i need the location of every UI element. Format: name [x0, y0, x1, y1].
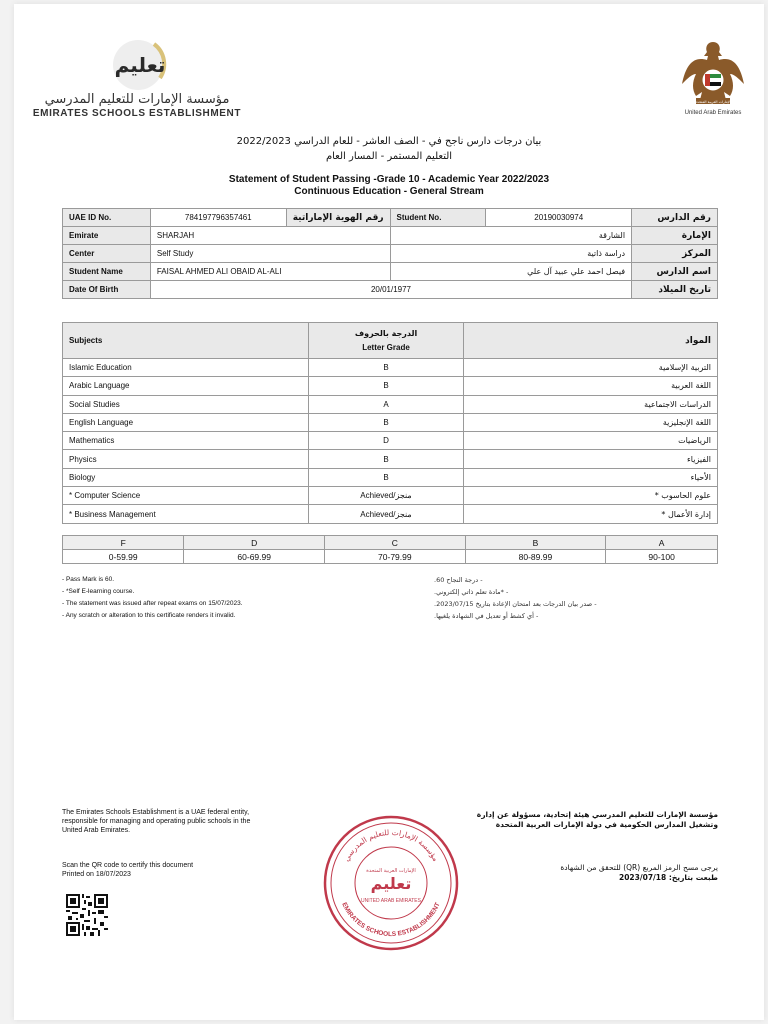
uae-id-label: UAE ID No. [63, 209, 151, 227]
emirate-row [63, 227, 718, 245]
center-row [63, 245, 718, 263]
subject-grade: A [308, 395, 464, 413]
subject-grade: Achieved/منجز [308, 505, 464, 523]
subject-grade: Achieved/منجز [308, 487, 464, 505]
dob-label-ar: تاريخ الميلاد [632, 281, 718, 299]
note-en: - The statement was issued after repeat exams on 15/07/2023. [62, 600, 243, 607]
uae-id-value: 784197796357461 [150, 209, 286, 227]
title-en-line2: Continuous Education - General Stream [294, 186, 484, 197]
table-row [63, 432, 718, 450]
table-row [63, 395, 718, 413]
dob-label: Date Of Birth [63, 281, 151, 299]
uae-id-label-ar: رقم الهوية الإماراتية [286, 209, 390, 227]
stamp-uae-en: UNITED ARAB EMIRATES [361, 898, 421, 904]
notes-ar [434, 574, 718, 622]
qr-code-icon[interactable] [66, 894, 108, 936]
emirate-value-ar: الشارقة [390, 227, 632, 245]
scale-letter: D [184, 536, 325, 550]
footer-ar-line: وتشغيل المدارس الحكومية في دولة الإمارات العربية المتحدة [495, 820, 718, 829]
subject-ar: اللغة الإنجليزية [464, 413, 718, 431]
scale-range: 80-89.99 [465, 550, 606, 564]
notes-en [62, 574, 382, 622]
ese-logo-mark [110, 38, 172, 92]
table-row [63, 468, 718, 486]
note-en: - Any scratch or alteration to this certificate renders it invalid. [62, 612, 236, 619]
stamp-arc-en: EMIRATES SCHOOLS ESTABLISHMENT [340, 901, 442, 939]
stamp-uae-ar: الإمارات العربية المتحدة [366, 868, 416, 874]
center-label: Center [63, 245, 151, 263]
title-ar-line2: التعليم المستمر - المسار العام [325, 151, 453, 162]
grade-scale-letters [63, 536, 718, 550]
ese-logo [32, 32, 242, 122]
subject-grade: D [308, 432, 464, 450]
scale-range: 90-100 [606, 550, 718, 564]
subject-en: Physics [63, 450, 309, 468]
note-ar: - صدر بيان الدرجات بعد امتحان الإعادة بتاريخ 2023/07/15. [434, 600, 597, 608]
table-row [63, 413, 718, 431]
grade-scale-table [62, 535, 718, 564]
falcon-emblem-icon [674, 38, 752, 108]
footer-ar-line: مؤسسة الإمارات للتعليم المدرسي هيئة إتحادية، مسؤولة عن إدارة [476, 810, 718, 819]
footer-en-line: The Emirates Schools Establishment is a UAE federal entity, [62, 809, 250, 816]
note-ar: - درجة النجاح 60. [434, 576, 483, 584]
student-no-label: Student No. [390, 209, 486, 227]
subject-ar: الرياضيات [464, 432, 718, 450]
scale-letter: B [465, 536, 606, 550]
scale-range: 60-69.99 [184, 550, 325, 564]
student-name-value: FAISAL AHMED ALI OBAID AL-ALI [150, 263, 390, 281]
uae-id-row [63, 209, 718, 227]
letter-grade-header-ar: الدرجة بالحروف [354, 329, 418, 338]
uae-emblem-scroll-text: الإمارات العربية المتحدة [695, 100, 731, 104]
subject-en: Biology [63, 468, 309, 486]
student-info-table [62, 208, 718, 299]
org-name-en: EMIRATES SCHOOLS ESTABLISHMENT [32, 108, 242, 119]
subject-ar: إدارة الأعمال * [464, 505, 718, 523]
footer-about-ar [454, 810, 718, 830]
emirate-label: Emirate [63, 227, 151, 245]
footer-scan-ar [454, 863, 718, 883]
ese-logo-text: تعليم [114, 53, 166, 77]
emirate-value: SHARJAH [150, 227, 390, 245]
scale-letter: A [606, 536, 718, 550]
subject-en: Social Studies [63, 395, 309, 413]
title-ar-line1: بيان درجات دارس ناجح في - الصف العاشر - للعام الدراسي 2022/2023 [236, 136, 542, 147]
note-en: - *Self E-learning course. [62, 588, 135, 595]
grades-table [62, 322, 718, 524]
subject-en: Mathematics [63, 432, 309, 450]
table-row [63, 487, 718, 505]
subject-ar: الأحياء [464, 468, 718, 486]
scan-instruction-ar: يرجى مسح الرمز المربع (QR) للتحقق من الشهادة [560, 863, 718, 872]
student-no-value: 20190030974 [486, 209, 632, 227]
title-en-line1: Statement of Student Passing -Grade 10 - Academic Year 2022/2023 [228, 174, 550, 185]
dob-row [63, 281, 718, 299]
note-ar: - أي كشط أو تعديل في الشهادة يلغيها. [434, 612, 539, 620]
grade-scale-ranges [63, 550, 718, 564]
table-row [63, 359, 718, 377]
center-value-ar: دراسة ذاتية [390, 245, 632, 263]
student-name-label: Student Name [63, 263, 151, 281]
grades-header-row [63, 323, 718, 359]
subject-grade: B [308, 377, 464, 395]
center-value: Self Study [150, 245, 390, 263]
certificate-page [14, 4, 764, 1020]
subject-en: Islamic Education [63, 359, 309, 377]
uae-caption: United Arab Emirates [684, 110, 742, 116]
official-stamp [320, 812, 462, 954]
letter-grade-header [308, 323, 464, 359]
student-name-label-ar: اسم الدارس [632, 263, 718, 281]
scale-letter: F [63, 536, 184, 550]
subject-ar: الفيزياء [464, 450, 718, 468]
subjects-header-ar: المواد [464, 323, 718, 359]
printed-date-en: Printed on 18/07/2023 [62, 871, 131, 878]
scale-range: 0-59.99 [63, 550, 184, 564]
footer-scan-en [62, 861, 292, 879]
note-en: - Pass Mark is 60. [62, 576, 115, 583]
scale-range: 70-79.99 [325, 550, 466, 564]
footer-en-line: United Arab Emirates. [62, 827, 131, 834]
subject-grade: B [308, 413, 464, 431]
subject-en: * Computer Science [63, 487, 309, 505]
stamp-arc-ar: مؤسسة الإمارات للتعليم المدرسي [341, 827, 441, 863]
subject-ar: اللغة العربية [464, 377, 718, 395]
emirate-label-ar: الإمارة [632, 227, 718, 245]
stamp-center-text: تعليم [370, 874, 412, 893]
footer-en-line: responsible for managing and operating public schools in the [62, 818, 251, 825]
student-name-value-ar: فيصل احمد علي عبيد آل علي [390, 263, 632, 281]
subjects-header: Subjects [63, 323, 309, 359]
subject-ar: علوم الحاسوب * [464, 487, 718, 505]
table-row [63, 505, 718, 523]
subject-ar: التربية الإسلامية [464, 359, 718, 377]
scale-letter: C [325, 536, 466, 550]
table-row [63, 450, 718, 468]
dob-value: 20/01/1977 [150, 281, 631, 299]
student-name-row [63, 263, 718, 281]
letter-grade-header-en: Letter Grade [362, 343, 410, 352]
subject-ar: الدراسات الاجتماعية [464, 395, 718, 413]
subject-grade: B [308, 450, 464, 468]
subject-grade: B [308, 359, 464, 377]
org-name-ar: مؤسسة الإمارات للتعليم المدرسي [44, 92, 230, 107]
student-no-label-ar: رقم الدارس [632, 209, 718, 227]
note-ar: - *مادة تعلم ذاتي إلكتروني. [434, 588, 509, 596]
center-label-ar: المركز [632, 245, 718, 263]
uae-emblem [674, 38, 752, 122]
scan-instruction-en: Scan the QR code to certify this document [62, 862, 194, 869]
subject-en: Arabic Language [63, 377, 309, 395]
footer-about-en [62, 808, 292, 835]
subject-en: * Business Management [63, 505, 309, 523]
printed-date-ar: طبعت بتاريخ: 2023/07/18 [619, 873, 718, 882]
subject-grade: B [308, 468, 464, 486]
subject-en: English Language [63, 413, 309, 431]
table-row [63, 377, 718, 395]
